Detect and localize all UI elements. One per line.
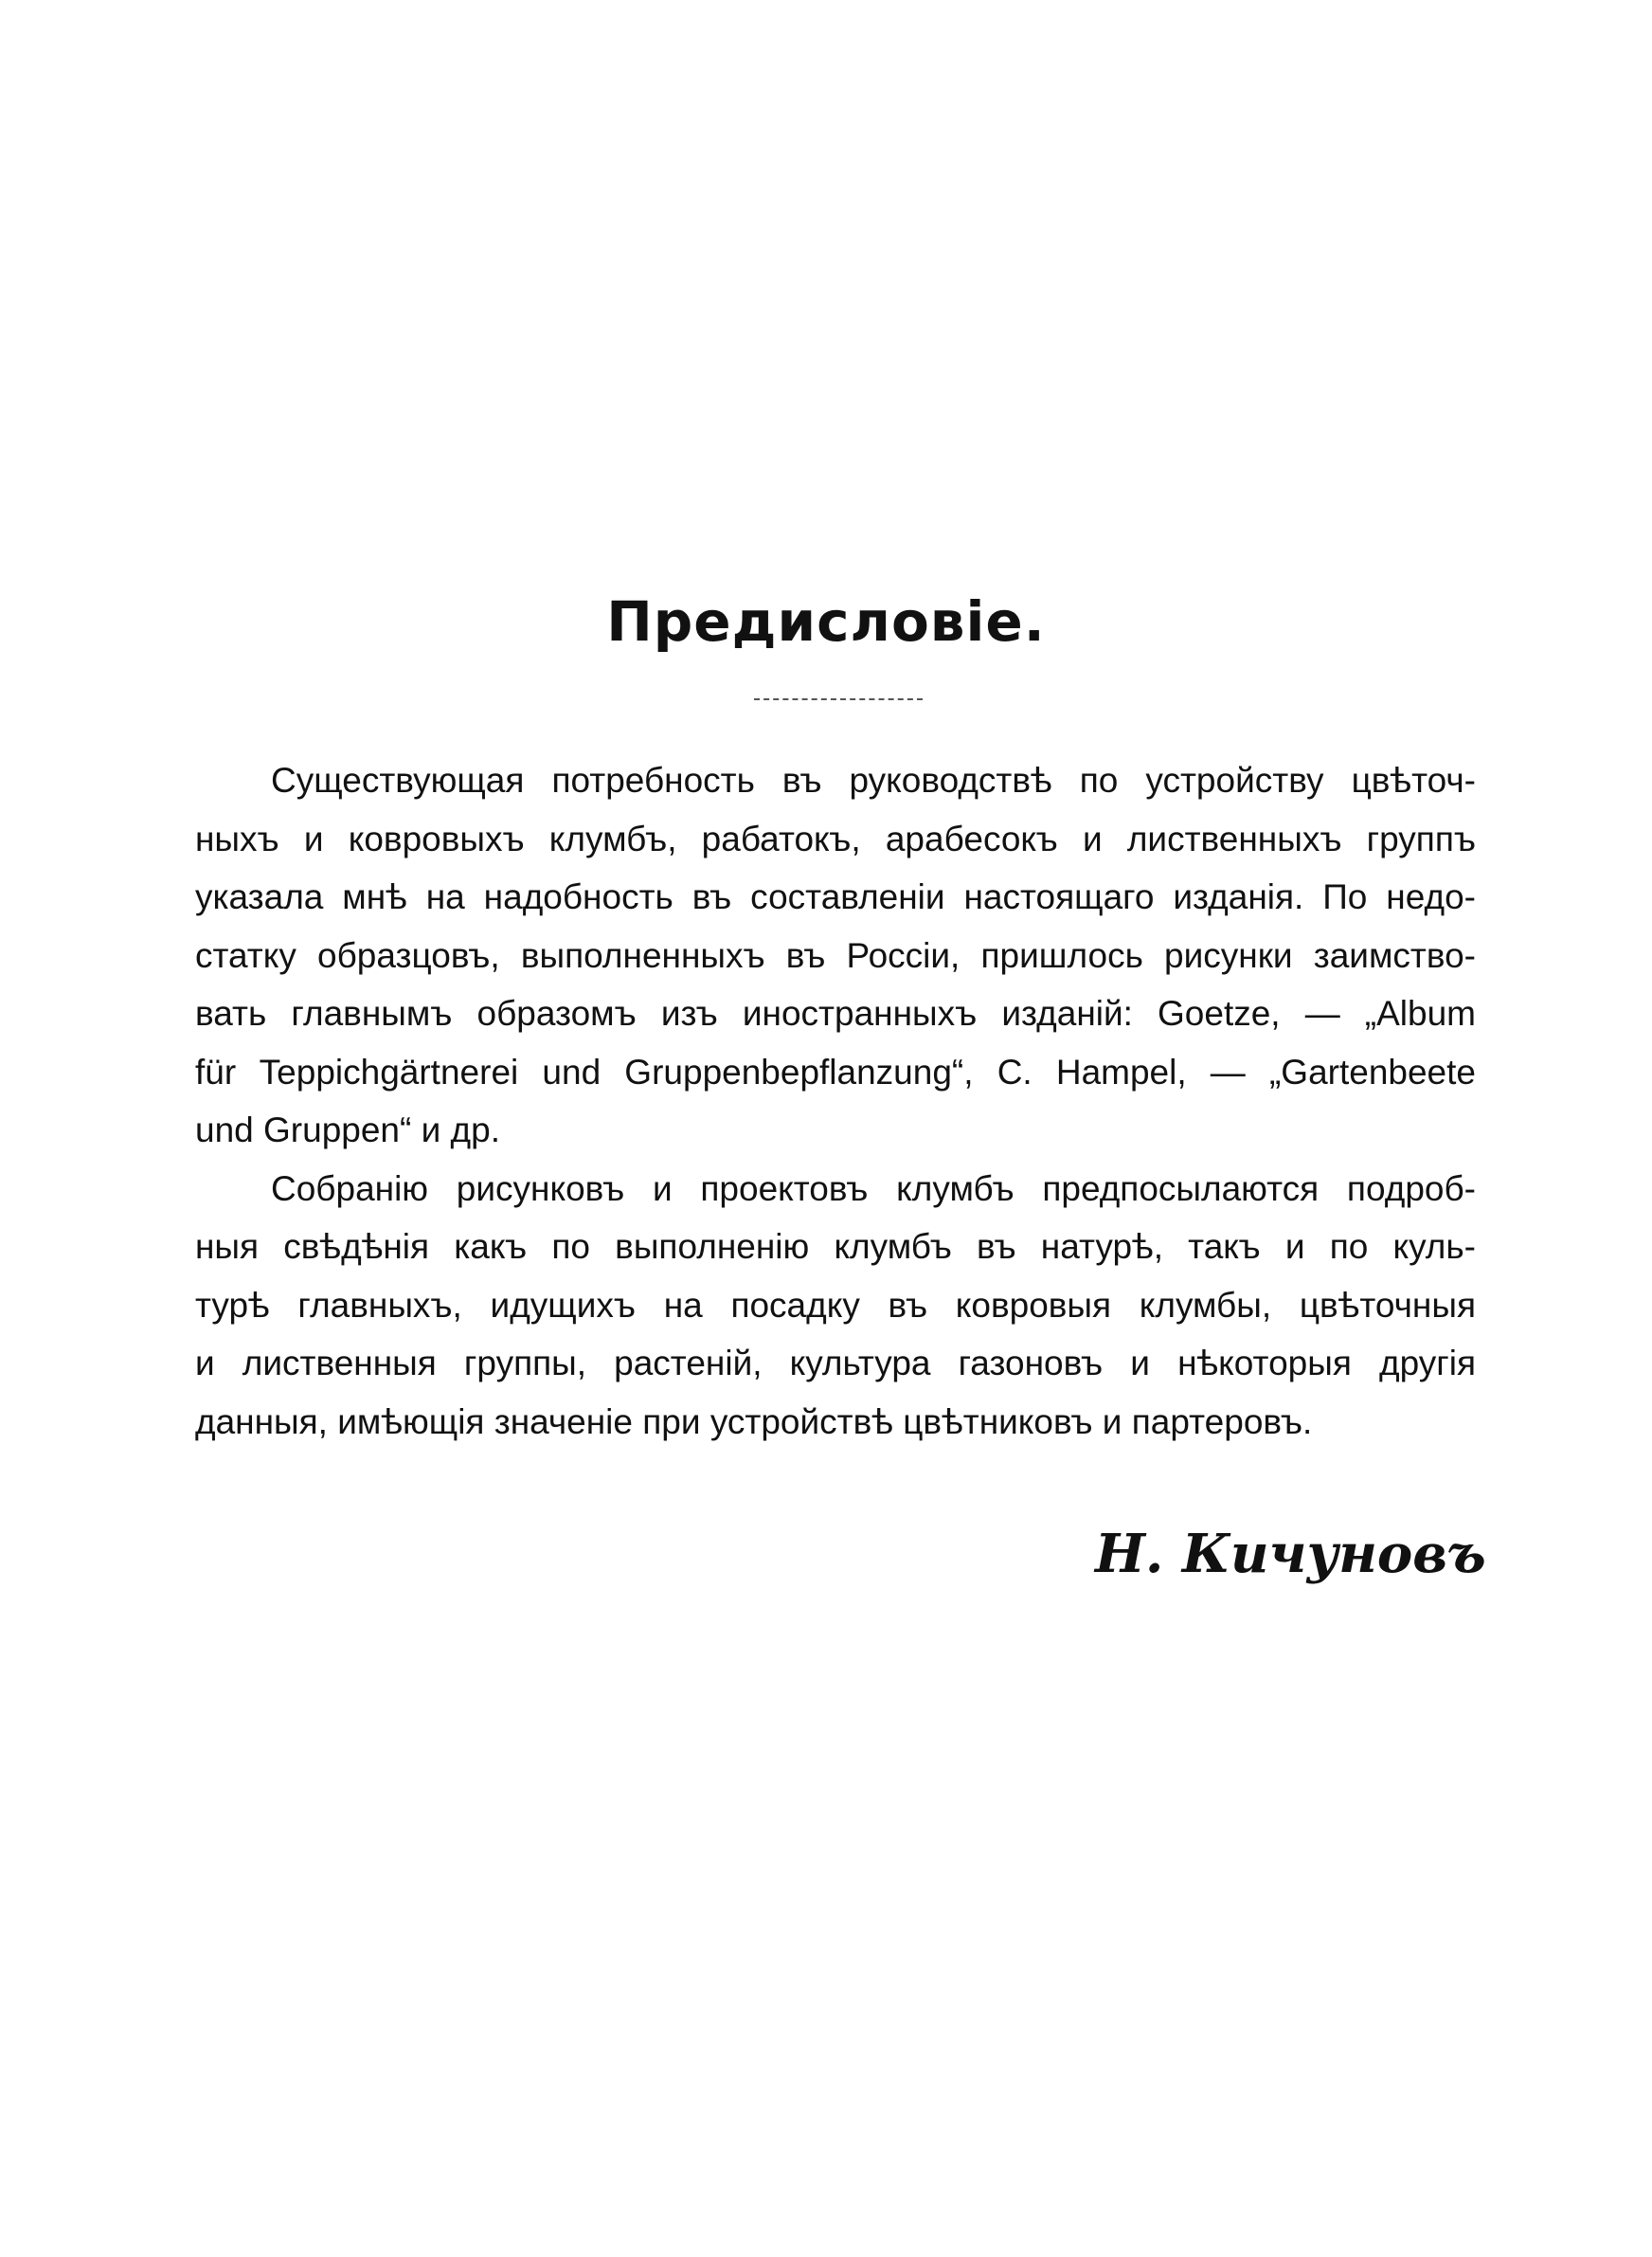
author-signature: Н. Кичуновъ [1095,1523,1486,1585]
preface-body [195,751,1476,1451]
text-line: ныя свѣдѣнія какъ по выполненію клумбъ въ натурѣ, такъ и по куль- [195,1227,1476,1266]
text-line: ныхъ и ковровыхъ клумбъ, рабатокъ, арабесокъ и лиственныхъ группъ [195,819,1476,858]
text-line: и лиственныя группы, растеній, культура газоновъ и нѣкоторыя другія [195,1344,1476,1382]
text-line: Существующая потребность въ руководствѣ по устройству цвѣточ- [271,761,1476,800]
text-line: турѣ главныхъ, идущихъ на посадку въ ковровыя клумбы, цвѣточныя [195,1285,1476,1325]
text-line: данныя, имѣющія значеніе при устройствѣ цвѣтниковъ и партеровъ. [195,1401,1313,1441]
text-line: für Teppichgärtnerei und Gruppenbepflanzung“, C. Hampel, — „Gartenbeete [195,1052,1476,1092]
text-line: статку образцовъ, выполненныхъ въ Россіи, пришлось рисунки заимство- [195,935,1476,975]
page-title: Предисловіе. [606,588,1046,654]
text-line: Собранію рисунковъ и проектовъ клумбъ предпосылаются подроб- [271,1168,1476,1208]
paragraph-1 [195,751,1476,1160]
text-line: указала мнѣ на надобность въ составленіи настоящаго изданія. По недо- [195,877,1476,916]
text-line: вать главнымъ образомъ изъ иностранныхъ изданій: Goetze, — „Album [195,994,1476,1033]
paragraph-2 [195,1160,1476,1452]
text-line: und Gruppen“ и др. [195,1110,500,1149]
title-divider [754,698,923,700]
